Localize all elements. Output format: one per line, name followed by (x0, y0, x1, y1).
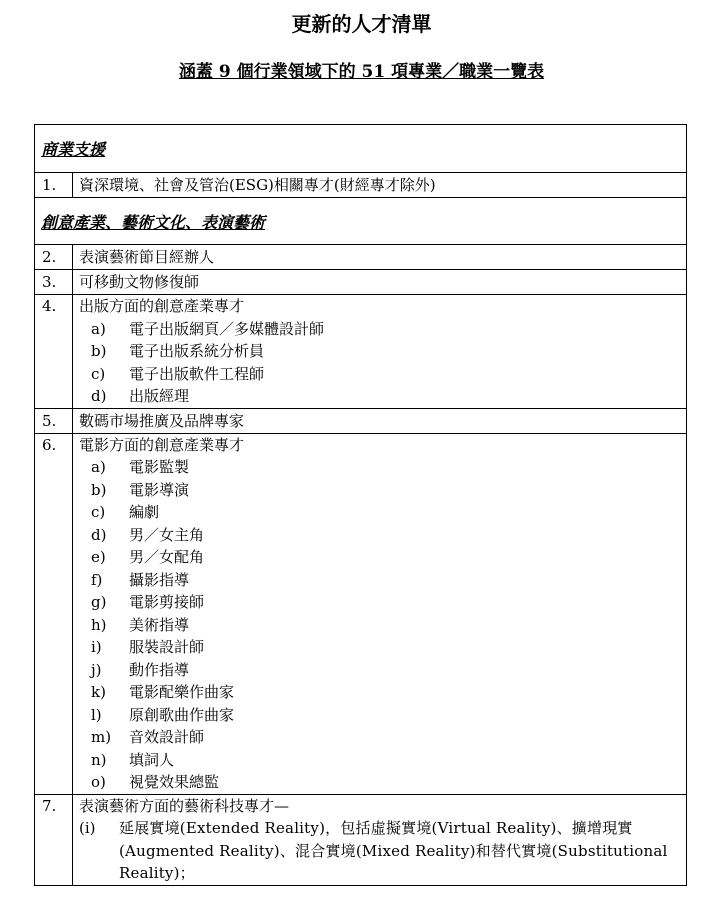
sub-item (79, 524, 680, 547)
sub-item-text: 延展實境(Extended Reality)，包括虛擬實境(Virtual Reality)、擴增現實(Augmented Reality)、混合實境(Mixed Reality)和替代實境(Substitutional Reality)； (119, 819, 668, 882)
section-heading: 創意產業、藝術文化、表演藝術 (35, 198, 687, 245)
sub-item-marker: h) (91, 615, 107, 634)
item-number: 3. (35, 270, 73, 295)
table-row (35, 408, 687, 433)
sub-item (79, 681, 680, 704)
sub-item-marker: c) (91, 364, 106, 383)
sub-item-text: 男／女配角 (129, 548, 205, 566)
sub-item-text: 電影配樂作曲家 (129, 683, 235, 701)
sub-item-text: 編劇 (129, 503, 160, 521)
section-heading: 商業支援 (35, 125, 687, 173)
sub-item-text: 電子出版網頁／多媒體設計師 (129, 319, 325, 338)
item-text: 表演藝術方面的藝術科技專才— (79, 796, 290, 815)
item-text: 出版方面的創意產業專才 (79, 297, 245, 315)
section-row (35, 198, 687, 245)
item-cell (73, 433, 687, 794)
sub-item-marker: a) (91, 319, 106, 338)
item-number: 6. (35, 433, 73, 794)
sub-item-marker: d) (91, 525, 107, 544)
item-cell (73, 794, 687, 885)
sub-item (79, 749, 680, 772)
table-row (35, 245, 687, 270)
sub-item (79, 340, 680, 363)
sub-item (79, 385, 680, 408)
item-cell (73, 295, 687, 409)
sub-item-marker: a) (91, 458, 106, 476)
sub-item (79, 546, 680, 569)
table-row (35, 794, 687, 885)
sub-item (79, 659, 680, 682)
sub-item-text: 音效設計師 (129, 728, 205, 746)
talent-list-table (34, 124, 687, 886)
item-text: 可移動文物修復師 (73, 270, 687, 295)
document-title: 更新的人才清單 (291, 12, 432, 36)
sub-item-text: 美術指導 (129, 615, 190, 634)
sub-item (79, 569, 680, 592)
sub-item (79, 817, 680, 885)
sub-item (79, 318, 680, 341)
sub-item-text: 電影剪接師 (129, 593, 205, 611)
sub-item-marker: o) (91, 773, 106, 791)
section-row (35, 125, 687, 173)
table-row (35, 433, 687, 794)
sub-item-text: 電子出版系統分析員 (129, 342, 265, 360)
item-number: 1. (35, 173, 73, 198)
item-number: 5. (35, 408, 73, 433)
sub-item (79, 363, 680, 386)
sub-item-text: 電影導演 (129, 480, 190, 499)
sub-item (79, 479, 680, 502)
sub-item-marker: i) (91, 638, 102, 656)
sub-item (79, 591, 680, 614)
sub-item (79, 771, 680, 794)
sub-item-text: 動作指導 (129, 660, 190, 679)
item-number: 4. (35, 295, 73, 409)
sub-item (79, 501, 680, 524)
sub-item-marker: e) (91, 548, 106, 566)
document-subtitle: 涵蓋 9 個行業領域下的 51 項專業／職業一覽表 (178, 62, 545, 82)
sub-item-marker: l) (91, 705, 102, 724)
sub-item-text: 攝影指導 (129, 570, 190, 589)
sub-item-marker: j) (91, 660, 102, 679)
table-row (35, 270, 687, 295)
sub-item (79, 614, 680, 637)
sub-item (79, 456, 680, 479)
sub-item-text: 填詞人 (129, 750, 175, 769)
sub-item (79, 704, 680, 727)
sub-item-text: 視覺效果總監 (129, 773, 220, 791)
sub-item (79, 726, 680, 749)
sub-item-text: 電影監製 (129, 458, 190, 476)
item-text: 數碼市場推廣及品牌專家 (73, 408, 687, 433)
sub-item-marker: k) (91, 683, 106, 701)
table-row (35, 295, 687, 409)
sub-item-marker: g) (91, 593, 107, 611)
item-text: 電影方面的創意產業專才 (79, 435, 245, 454)
sub-item-text: 電子出版軟件工程師 (129, 364, 265, 383)
sub-item-text: 原創歌曲作曲家 (129, 705, 235, 724)
item-text: 表演藝術節目經辦人 (73, 245, 687, 270)
item-number: 2. (35, 245, 73, 270)
sub-item-text: 男／女主角 (129, 525, 205, 544)
sub-item-marker: m) (91, 728, 112, 746)
item-number: 7. (35, 794, 73, 885)
sub-item-marker: b) (91, 342, 107, 360)
sub-item-marker: f) (91, 570, 103, 589)
sub-item-text: 出版經理 (129, 387, 190, 405)
sub-item-marker: c) (91, 503, 106, 521)
sub-item-marker: d) (91, 387, 107, 405)
sub-item-marker: (i) (79, 819, 96, 837)
sub-item (79, 636, 680, 659)
item-text: 資深環境、社會及管治(ESG)相關專才(財經專才除外) (73, 173, 687, 198)
table-row (35, 173, 687, 198)
sub-item-text: 服裝設計師 (129, 638, 205, 656)
sub-item-marker: b) (91, 480, 107, 499)
sub-item-marker: n) (91, 750, 107, 769)
